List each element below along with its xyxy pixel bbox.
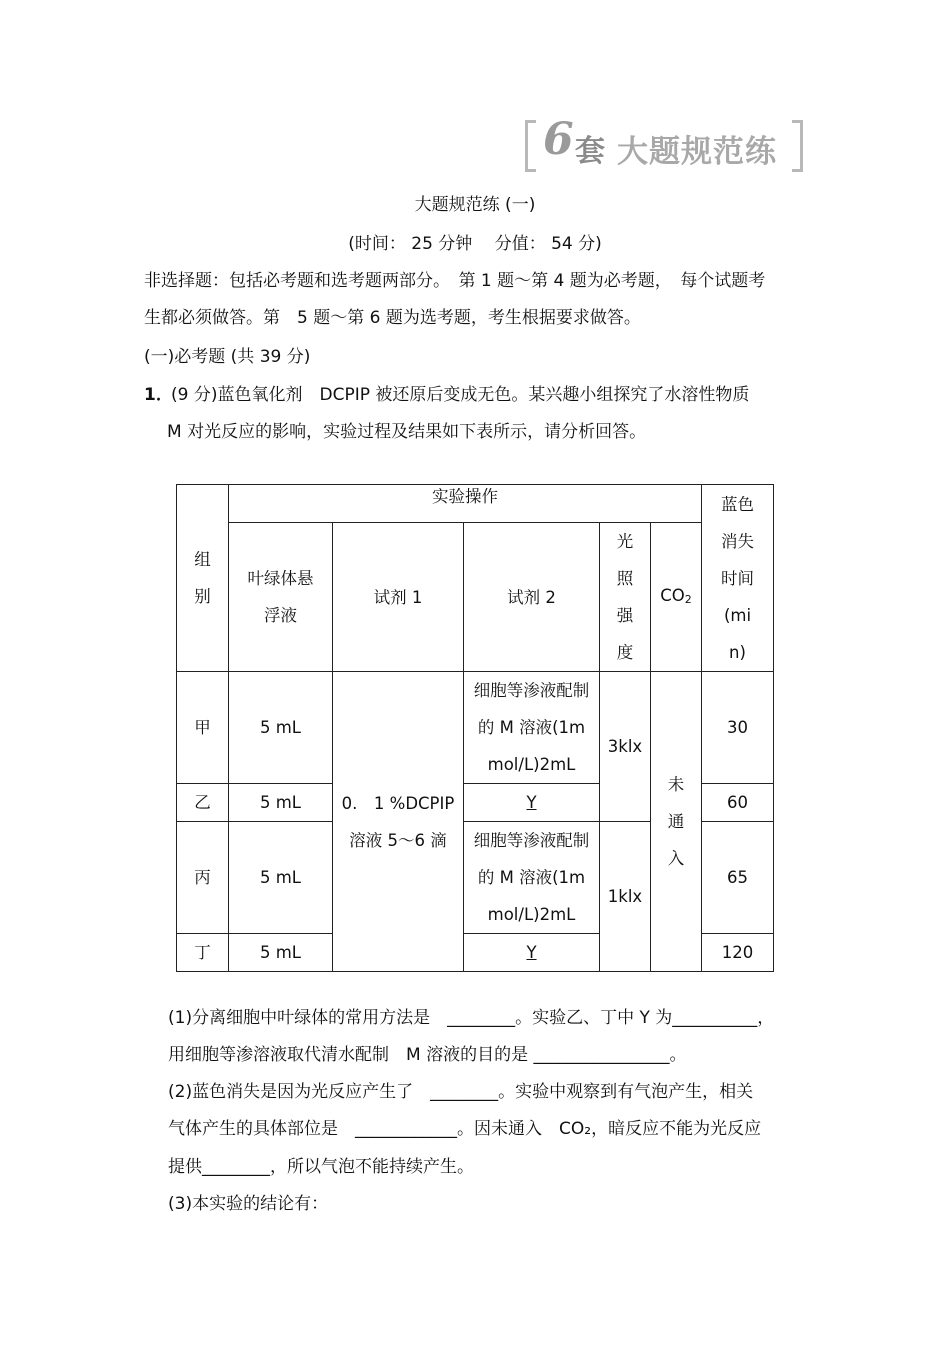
series-banner [525, 114, 803, 170]
experiment-table [176, 484, 774, 972]
light-low: 1klx [600, 822, 651, 972]
row-yi-reagent-2: Y [464, 784, 600, 822]
q1-3-line: (3)本实验的结论有： [168, 1194, 329, 1214]
intro-line-1: 非选择题：包括必考题和选考题两部分。 第 1 题～第 4 题为必考题， 每个试题考 [144, 271, 766, 291]
header-operations: 实验操作 [229, 485, 702, 523]
banner-number: 6 [543, 114, 574, 165]
q1-2-line-1: (2)蓝色消失是因为光反应产生了 ________。实验中观察到有气泡产生，相关 [168, 1082, 754, 1102]
q1-2-line-2: 气体产生的具体部位是 ____________。因未通入 CO₂，暗反应不能为光反应 [168, 1119, 762, 1139]
row-yi-chloro: 5 mL [229, 784, 333, 822]
q1-1-line-2: 用细胞等渗溶液取代清水配制 M 溶液的目的是 ________________。 [168, 1045, 687, 1065]
header-reagent-2: 试剂 2 [464, 523, 600, 672]
left-bracket [525, 120, 536, 172]
header-chloroplast: 叶绿体悬浮液 [229, 523, 333, 672]
row-ding-reagent-2: Y [464, 934, 600, 972]
header-reagent-1: 试剂 1 [333, 523, 464, 672]
right-bracket [792, 120, 803, 172]
row-ding-group: 丁 [177, 934, 229, 972]
page-subtitle: (时间： 25 分钟 分值： 54 分) [348, 234, 602, 254]
row-yi-group: 乙 [177, 784, 229, 822]
row-jia-reagent-2: 细胞等渗液配制的 M 溶液(1mmol/L)2mL [464, 672, 600, 784]
row-jia-time: 30 [702, 672, 774, 784]
row-bing-time: 65 [702, 822, 774, 934]
banner-char: 套 [575, 134, 605, 169]
intro-line-2: 生都必须做答。第 5 题～第 6 题为选考题，考生根据要求做答。 [144, 308, 641, 328]
row-bing-group: 丙 [177, 822, 229, 934]
row-jia-chloro: 5 mL [229, 672, 333, 784]
banner-text: 大题规范练 [617, 134, 777, 170]
section-heading: (一)必考题 (共 39 分) [144, 347, 311, 367]
header-group: 组别 [177, 485, 229, 672]
q1-2-line-3: 提供________，所以气泡不能持续产生。 [168, 1157, 474, 1177]
q1-1-line-1: (1)分离细胞中叶绿体的常用方法是 ________。实验乙、丁中 Y 为__________， [168, 1008, 775, 1028]
row-bing-reagent-2: 细胞等渗液配制的 M 溶液(1mmol/L)2mL [464, 822, 600, 934]
header-light: 光照强度 [600, 523, 651, 672]
header-co2: $CO_2$ [651, 523, 702, 672]
reagent-1-cell: 0. 1 %DCPIP 溶液 5～6 滴 [333, 672, 464, 972]
question-line-2: M 对光反应的影响，实验过程及结果如下表所示，请分析回答。 [167, 422, 647, 442]
question-line-1: (9 分)蓝色氧化剂 DCPIP 被还原后变成无色。某兴趣小组探究了水溶性物质 [171, 385, 750, 405]
question-number: 1． [144, 385, 173, 405]
row-ding-chloro: 5 mL [229, 934, 333, 972]
page-title: 大题规范练 (一) [414, 195, 536, 215]
row-jia-group: 甲 [177, 672, 229, 784]
row-bing-chloro: 5 mL [229, 822, 333, 934]
light-high: 3klx [600, 672, 651, 822]
row-ding-time: 120 [702, 934, 774, 972]
row-yi-time: 60 [702, 784, 774, 822]
header-time: 蓝色消失时间(min) [702, 485, 774, 672]
co2-cell: 未通入 [651, 672, 702, 972]
